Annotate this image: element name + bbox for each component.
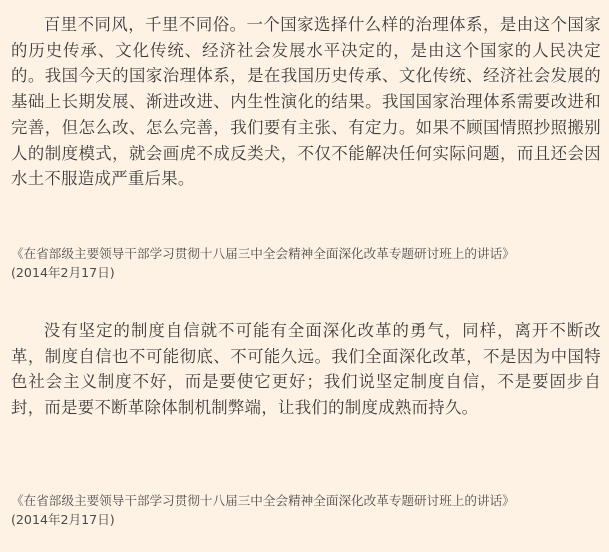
quote-source-1 — [11, 244, 601, 282]
source-date-1: (2014年2月17日) — [11, 265, 115, 280]
source-date-2: (2014年2月17日) — [11, 512, 115, 527]
quote-source-2 — [11, 491, 601, 529]
source-title-1: 《在省部级主要领导干部学习贯彻十八届三中全会精神全面深化改革专题研讨班上的讲话》 — [11, 246, 515, 261]
quote-paragraph-1: 百里不同风，千里不同俗。一个国家选择什么样的治理体系，是由这个国家的历史传承、文化传统、经济社会发展水平决定的，是由这个国家的人民决定的。我国今天的国家治理体系，是在我国历史传承、文化传统、经济社会发展的基础上长期发展、渐进改进、内生性演化的结果。我国国家治理体系需要改进和完善，但怎么改、怎么完善，我们要有主张、有定力。如果不顾国情照抄照搬别人的制度模式，就会画虎不成反类犬，不仅不能解决任何实际问题，而且还会因水土不服造成严重后果。 — [11, 15, 601, 189]
quote-paragraph-2: 没有坚定的制度自信就不可能有全面深化改革的勇气，同样，离开不断改革，制度自信也不可能彻底、不可能久远。我们全面深化改革，不是因为中国特色社会主义制度不好，而是要使它更好；我们说坚定制度自信，不是要固步自封，而是要不断革除体制机制弊端，让我们的制度成熟而持久。 — [11, 321, 601, 418]
source-title-2: 《在省部级主要领导干部学习贯彻十八届三中全会精神全面深化改革专题研讨班上的讲话》 — [11, 493, 515, 508]
